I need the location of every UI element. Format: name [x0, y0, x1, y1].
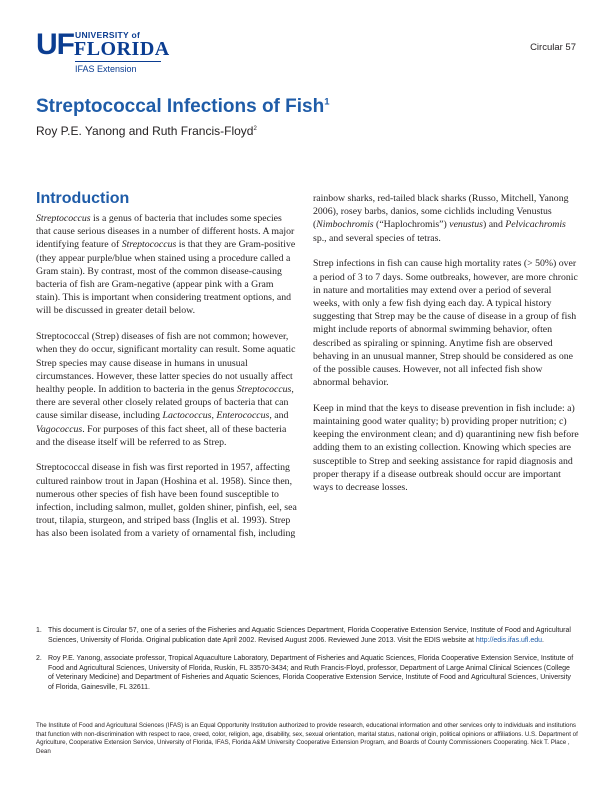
- footnote-text: [48, 626, 576, 645]
- logo-ifas-extension: IFAS Extension: [75, 64, 137, 74]
- text-run: .: [542, 636, 544, 644]
- italic-genus: Streptococcus: [121, 239, 177, 251]
- authors-text: Roy P.E. Yanong and Ruth Francis-Floyd: [36, 124, 254, 138]
- text-run: , and: [269, 410, 289, 422]
- text-run: ,: [211, 410, 217, 422]
- text-run: sp., and several species of tetras.: [313, 232, 441, 244]
- italic-genus: Vagococcus: [36, 423, 83, 435]
- paragraph-5: Keep in mind that the keys to disease prevention in fish include: a) maintaining good water quality; b) providing proper nutrition; c) keeping the environment clean; and d) quarantining new fish before adding them to an existing collection. Knowing which species are susceptible to Strep and seeking assistance for rapid diagnosis and proper therapy if a disease outbreak should occur are important ways to decrease losses.: [313, 402, 579, 494]
- authors-footnote-ref[interactable]: 2: [253, 126, 257, 132]
- paragraph-2: [36, 330, 298, 449]
- italic-genus: Lactococcus: [162, 410, 212, 422]
- paragraph-1: [36, 212, 298, 318]
- authors: [36, 124, 257, 138]
- italic-genus: Nimbochromis: [316, 219, 374, 231]
- uf-ifas-logo[interactable]: [36, 28, 186, 80]
- text-run: , there are several other closely related groups of bacteria that can cause similar disease, including: [36, 383, 294, 422]
- page-title: [36, 96, 330, 118]
- text-run: ) and: [482, 219, 506, 231]
- text-run: Streptococcal (Strep) diseases of fish are not common; however, when they do occur, significant mortality can result. Some aquatic Strep species may cause disease in humans in unusual circumstances. However, these latter species do not usually affect healthy people. In addition to bacteria in the genus: [36, 331, 296, 395]
- footnote-number: 1.: [36, 627, 42, 634]
- footnote-text: Roy P.E. Yanong, associate professor, Tropical Aquaculture Laboratory, Department of Fisheries and Aquatic Sciences, Florida Cooperative Extension Service, Institute of Food and Agricultural Sciences, University of Florida, Ruskin, FL 33570-3434; and Ruth Francis-Floyd, professor, Department of Large Animal Clinical Sciences (College of Veterinary Medicine) and Department of Fisheries and Aquatic Sciences, Florida Cooperative Extension Service, Institute of Food and Agricultural Sciences, University of Florida, Gainesville, FL 32611.: [48, 655, 574, 691]
- text-run: is a genus of bacteria that includes some species that cause serious diseases in a number of different hosts. A major identifying feature of: [36, 213, 295, 251]
- logo-florida-text: FLORIDA: [74, 38, 170, 60]
- title-footnote-ref[interactable]: 1: [324, 96, 330, 108]
- footnote: [36, 654, 576, 692]
- text-run: rainbow sharks, red-tailed black sharks (Russo, Mitchell, Yanong 2006), rosey barbs, danios, some cichlids including Venustus (: [313, 193, 569, 231]
- left-column: [36, 212, 298, 553]
- text-run: This document is Circular 57, one of a series of the Fisheries and Aquatic Sciences Department, Florida Cooperative Extension Service, Institute of Food and Agricultural Sciences, University of Florida. Original publication date April 2002. Revised August 2006. Reviewed June 2013. Visit the EDIS website at: [48, 627, 571, 644]
- footnotes: [36, 626, 576, 701]
- footnote: [36, 626, 576, 645]
- text-run: . For purposes of this fact sheet, all of these bacteria and the disease itself will be referred to as Strep.: [36, 423, 287, 448]
- text-run: (“Haplochromis”): [373, 219, 450, 231]
- footnote-number: 2.: [36, 655, 42, 662]
- paragraph-4: Strep infections in fish can cause high mortality rates (> 50%) over a period of 3 to 7 days. Some outbreaks, however, are more chronic in nature and mortalities may extend over a period of several weeks, with only a few fish dying each day. A typical history suggesting that Strep may be the cause of disease in a group of fish might include reports of abnormal swimming behavior, often described as spiraling or spinning. Anytime fish are observed behaving in an unusual manner, Strep should be considered as one of the possible causes. However, not all infected fish show abnormal behavior.: [313, 258, 578, 389]
- logo-divider: [75, 61, 161, 62]
- logo-university-text: UNIVERSITY of: [75, 30, 141, 40]
- text-run: is that they are Gram-positive (they appear purple/blue when stained using a procedure called a Gram stain). By contrast, most of the common disease-causing bacteria of fish are Gram-negative (appear pink with a Gram stain). This is important when considering treatment options, and will be discussed in greater detail below.: [36, 239, 296, 317]
- equal-opportunity-disclaimer: The Institute of Food and Agricultural Sciences (IFAS) is an Equal Opportunity Institution authorized to provide research, educational information and other services only to individuals and institutions that function with non-discrimination with respect to race, creed, color, religion, age, disability, sex, sexual orientation, marital status, national origin, political opinions or affiliations. U.S. Department of Agriculture, Cooperative Extension Service, University of Florida, IFAS, Florida A&M University Cooperative Extension Program, and Boards of County Commissioners Cooperating. Nick T. Place , Dean: [36, 722, 578, 755]
- title-text: Streptococcal Infections of Fish: [36, 96, 325, 117]
- paragraph-3-continued: [313, 192, 579, 245]
- right-column: [313, 192, 579, 507]
- section-heading-introduction: Introduction: [36, 190, 130, 207]
- italic-species: venustus: [449, 219, 483, 231]
- italic-genus: Pelvicachromis: [505, 219, 566, 231]
- uf-monogram: UF: [36, 28, 74, 61]
- edis-link[interactable]: http://edis.ifas.ufl.edu: [475, 636, 543, 644]
- italic-genus: Streptococcus: [236, 383, 292, 395]
- circular-number: Circular 57: [530, 42, 576, 53]
- italic-genus: Streptococcus: [36, 213, 91, 224]
- italic-genus: Enterococcus: [216, 410, 270, 422]
- paragraph-3: Streptococcal disease in fish was first reported in 1957, affecting cultured rainbow trout in Japan (Hoshina et al. 1958). Since then, numerous other species of fish have been found susceptible to infection, including salmon, mullet, golden shiner, pinfish, eel, sea trout, tilapia, sturgeon, and striped bass (Inglis et al. 1993). Strep has also been isolated from a variety of ornamental fish, including: [36, 462, 297, 540]
